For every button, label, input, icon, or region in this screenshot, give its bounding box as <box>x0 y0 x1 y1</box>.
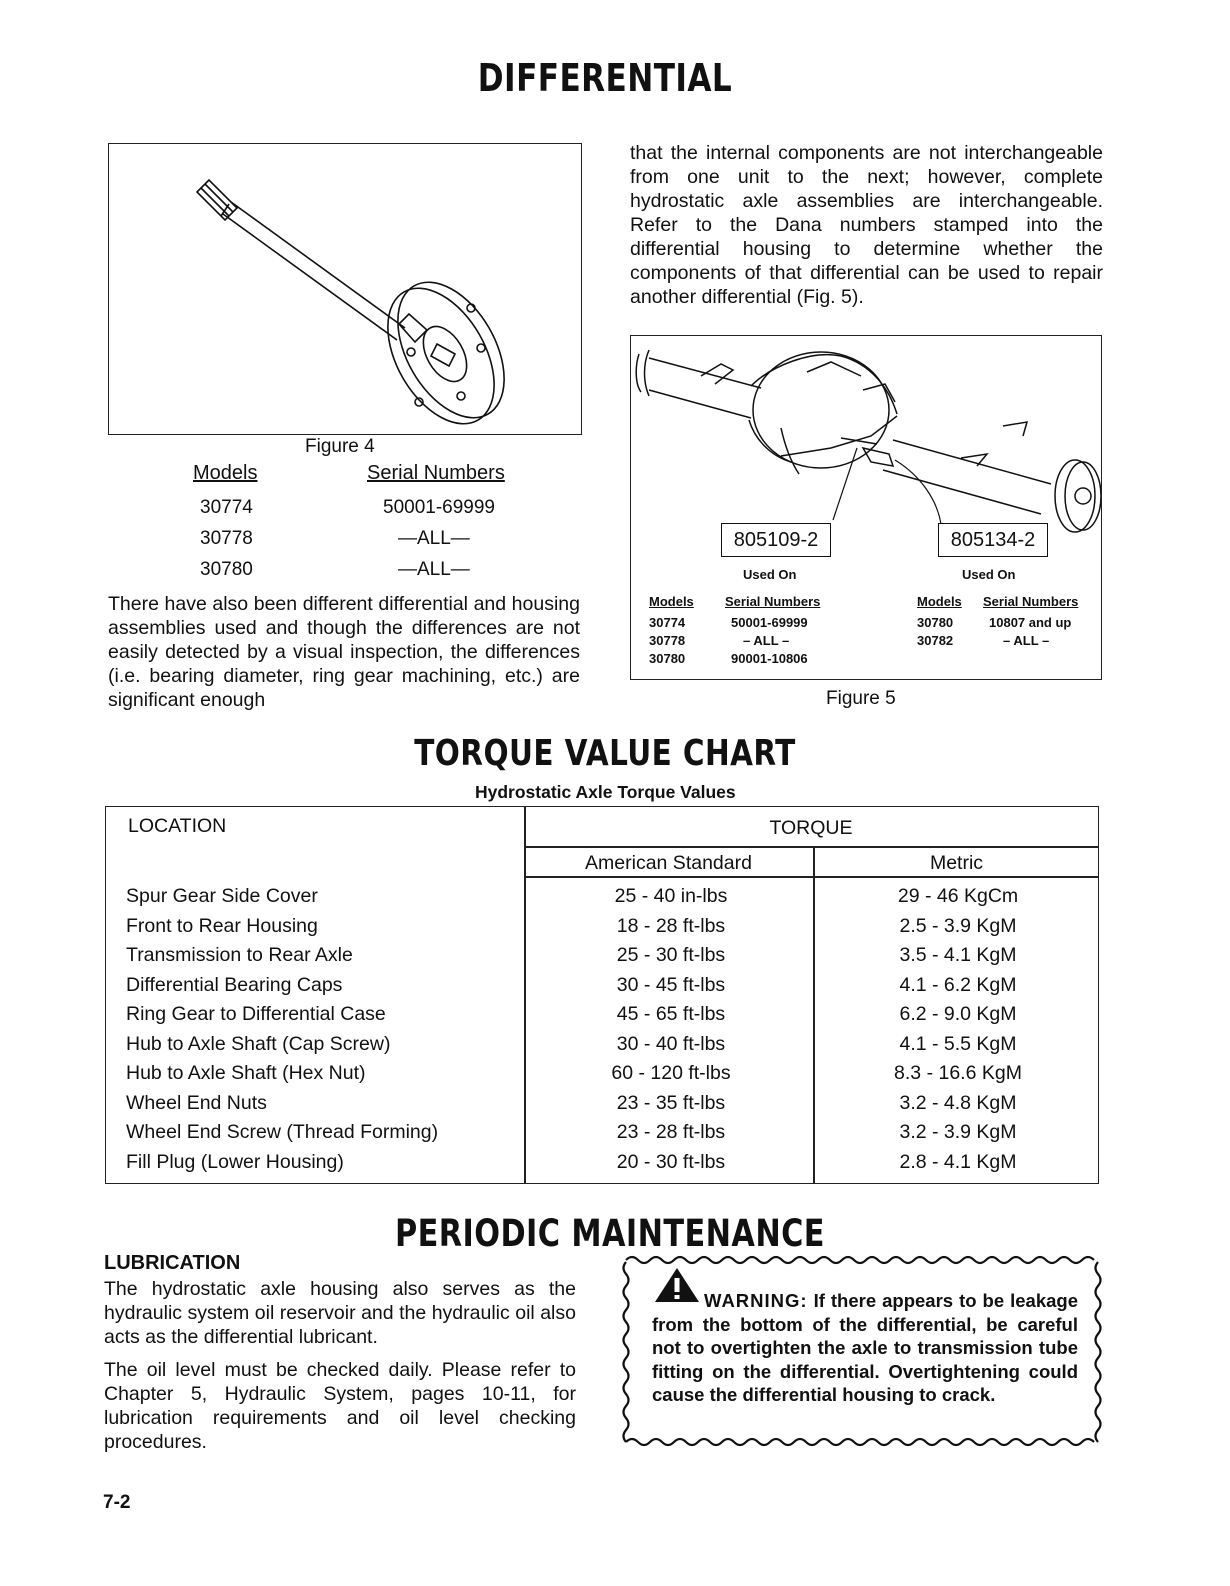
figure-4-row: 30778 <box>200 528 253 549</box>
right-row-serial: – ALL – <box>1003 633 1050 648</box>
metric-header: Metric <box>929 852 984 874</box>
left-row-serial: 90001-10806 <box>731 651 808 666</box>
table-row <box>106 1148 1098 1178</box>
left-row-serial: 50001-69999 <box>731 615 808 630</box>
part-number-805134-2-box: 805134-2 <box>938 523 1048 557</box>
figure-4-row: —ALL— <box>398 528 470 549</box>
figure-4-row: 30780 <box>200 559 253 580</box>
table-row <box>106 912 1098 942</box>
right-row-model: 30782 <box>917 633 954 648</box>
metric-cell: 2.8 - 4.1 KgM <box>899 1150 1017 1173</box>
american-cell: 23 - 28 ft-lbs <box>616 1121 726 1143</box>
figure-4-row: 50001-69999 <box>383 497 495 518</box>
lubrication-paragraph-2: The oil level must be checked daily. Please refer to Chapter 5, Hydraulic System, pages 10-11, for lubrication requirements and oil level checking procedures. <box>104 1359 576 1453</box>
figure-4-image <box>108 143 582 435</box>
metric-cell: 3.5 - 4.1 KgM <box>899 944 1017 966</box>
american-cell: 60 - 120 ft-lbs <box>611 1062 731 1084</box>
table-row <box>106 1118 1098 1148</box>
location-cell: Wheel End Screw (Thread Forming) <box>126 1121 439 1143</box>
table-row <box>106 1059 1098 1089</box>
american-cell: 18 - 28 ft-lbs <box>616 914 726 937</box>
american-cell: 20 - 30 ft-lbs <box>616 1150 726 1173</box>
table-row <box>106 971 1098 1001</box>
left-used-on: Used On <box>743 567 797 582</box>
figure-4-serials-header <box>367 462 505 485</box>
metric-cell: 3.2 - 4.8 KgM <box>899 1091 1017 1114</box>
left-serials-header: Serial Numbers <box>725 594 821 609</box>
serials-header: Serial Numbers <box>367 462 505 484</box>
location-cell: Hub to Axle Shaft (Cap Screw) <box>126 1032 391 1055</box>
right-row-model: 30780 <box>917 615 954 630</box>
american-cell: 30 - 45 ft-lbs <box>616 973 726 996</box>
lubrication-paragraph-1: The hydrostatic axle housing also serves as the hydraulic system oil reservoir and the hydraulic oil also acts as the differential lubricant. <box>104 1278 576 1348</box>
table-row <box>106 1030 1098 1060</box>
table-row <box>106 1000 1098 1030</box>
american-cell: 23 - 35 ft-lbs <box>616 1091 726 1114</box>
page-number: 7-2 <box>103 1492 131 1513</box>
figure-4-row: 30774 <box>200 497 253 518</box>
left-models-header: Models <box>649 594 694 609</box>
warning-text <box>652 1289 1078 1407</box>
location-cell: Wheel End Nuts <box>126 1091 267 1114</box>
location-cell: Fill Plug (Lower Housing) <box>126 1150 344 1173</box>
metric-cell: 8.3 - 16.6 KgM <box>894 1062 1022 1084</box>
left-row-model: 30780 <box>649 651 686 666</box>
torque-header: TORQUE <box>769 817 853 839</box>
metric-cell: 3.2 - 3.9 KgM <box>899 1121 1017 1143</box>
table-row <box>106 882 1098 912</box>
metric-cell: 4.1 - 5.5 KgM <box>899 1032 1017 1055</box>
american-cell: 45 - 65 ft-lbs <box>616 1003 726 1025</box>
american-standard-header: American Standard <box>585 852 752 874</box>
location-cell: Spur Gear Side Cover <box>126 885 318 907</box>
right-row-serial: 10807 and up <box>989 615 1072 630</box>
location-cell: Differential Bearing Caps <box>126 973 343 996</box>
american-cell: 25 - 30 ft-lbs <box>616 944 726 966</box>
table-row <box>106 941 1098 971</box>
lubrication-heading: LUBRICATION <box>104 1252 241 1274</box>
axle-shaft-drawing <box>109 144 581 434</box>
warning-message: If there appears to be leakage from the bottom of the differential, be careful not to overtighten the axle to transmission tube fitting on the differential. Overtightening could cause the differential housing to crack. <box>652 1290 1078 1405</box>
figure-4-models-header <box>193 462 257 485</box>
right-used-on: Used On <box>962 567 1016 582</box>
metric-cell: 4.1 - 6.2 KgM <box>899 973 1017 996</box>
figure-4-caption: Figure 4 <box>305 436 375 457</box>
part-number-805109-2-box: 805109-2 <box>721 523 831 557</box>
page-title: DIFFERENTIAL <box>477 56 733 100</box>
location-header: LOCATION <box>128 815 227 837</box>
torque-chart-subtitle: Hydrostatic Axle Torque Values <box>475 782 736 802</box>
figure-4-row: —ALL— <box>398 559 470 580</box>
left-row-model: 30774 <box>649 615 686 630</box>
left-row-model: 30778 <box>649 633 686 648</box>
location-cell: Transmission to Rear Axle <box>126 944 353 966</box>
location-cell: Ring Gear to Differential Case <box>126 1003 386 1025</box>
intro-right-paragraph: that the internal components are not interchangeable from one unit to the next; however, complete hydrostatic axle assemblies are interchangeable. Refer to the Dana numbers stamped into the differential housing to determine whether the components of that differential can be used to repair another differential (Fig. 5). <box>630 142 1103 308</box>
figure-5-box <box>630 335 1102 680</box>
left-row-serial: – ALL – <box>743 633 790 648</box>
right-serials-header: Serial Numbers <box>983 594 1079 609</box>
table-row <box>106 1089 1098 1119</box>
location-cell: Hub to Axle Shaft (Hex Nut) <box>126 1062 366 1084</box>
maintenance-title: PERIODIC MAINTENANCE <box>395 1212 825 1255</box>
metric-cell: 2.5 - 3.9 KgM <box>899 914 1017 937</box>
figure-5-caption: Figure 5 <box>826 688 896 709</box>
location-cell: Front to Rear Housing <box>126 914 318 937</box>
models-header: Models <box>193 462 258 484</box>
american-cell: 25 - 40 in-lbs <box>614 885 728 907</box>
warning-label: WARNING: <box>704 1290 808 1311</box>
torque-table <box>105 806 1099 1184</box>
right-models-header: Models <box>917 594 962 609</box>
metric-cell: 29 - 46 KgCm <box>897 885 1019 907</box>
american-cell: 30 - 40 ft-lbs <box>616 1032 726 1055</box>
intro-left-paragraph: There have also been different differential and housing assemblies used and though the differences are not easily detected by a visual inspection, the differences (i.e. bearing diameter, ring gear machining, etc.) are significant enough <box>108 593 580 711</box>
metric-cell: 6.2 - 9.0 KgM <box>899 1003 1017 1025</box>
torque-chart-title: TORQUE VALUE CHART <box>414 733 796 774</box>
